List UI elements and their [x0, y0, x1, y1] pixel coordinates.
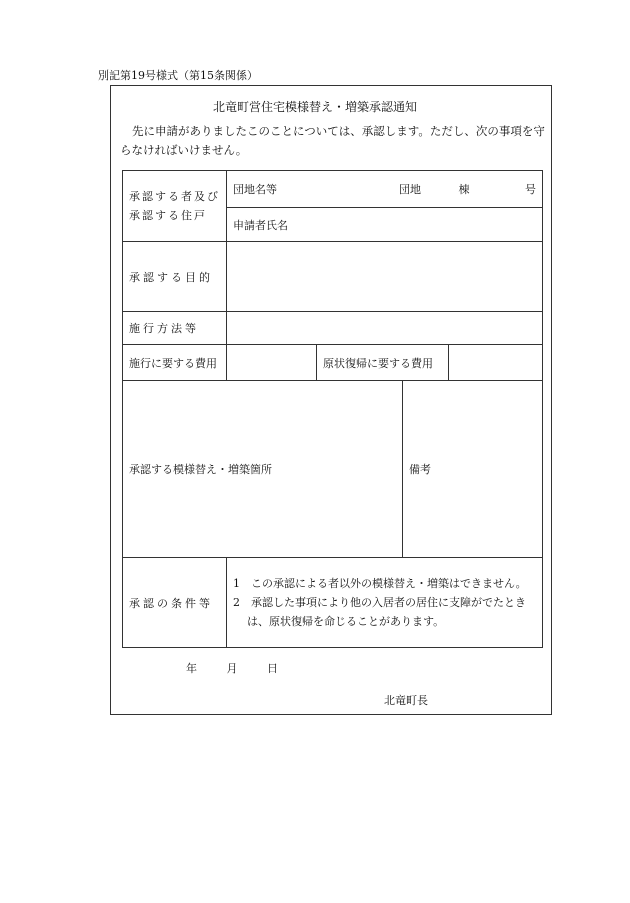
applicant-name-cell [227, 208, 543, 242]
condition-item-1: 1 この承認による者以外の模様替え・増築はできません。 [233, 577, 527, 590]
purpose-field [227, 242, 543, 312]
approved-person-label-line1: 承認する者及び [129, 190, 220, 203]
location-label: 承認する模様替え・増築箇所 [129, 463, 272, 476]
remarks-label: 備考 [409, 463, 431, 476]
method-label: 施行方法等 [123, 312, 227, 345]
date-line [186, 660, 304, 676]
method-field [227, 312, 543, 345]
approved-person-label-line2: 承認する住戸 [129, 209, 207, 222]
conditions-cell [227, 558, 543, 648]
form-number: 別記第19号様式（第15条関係） [98, 69, 258, 82]
remarks-cell [403, 381, 543, 558]
number-label: 号 [525, 183, 536, 196]
building-label: 棟 [458, 183, 470, 196]
location-cell [123, 381, 403, 558]
approved-person-label [123, 171, 227, 242]
applicant-name-label: 申請者氏名 [233, 218, 288, 232]
construction-cost-label: 施行に要する費用 [123, 345, 227, 381]
condition-item-2: 2 承認した事項により他の入居者の居住に支障がでたときは、原状復帰を命じることがあります。 [233, 596, 526, 628]
day-label: 日 [267, 662, 278, 675]
construction-cost-field [227, 345, 317, 381]
danchi-label: 団地 [399, 183, 421, 196]
intro-text: 先に申請がありましたこのことについては、承認します。ただし、次の事項を守らなければいけません。 [120, 124, 545, 157]
document-title: 北竜町営住宅模様替え・増築承認通知 [212, 100, 417, 114]
year-label: 年 [186, 662, 197, 675]
conditions-label: 承認の条件等 [123, 558, 227, 648]
issuer-name: 北竜町長 [384, 694, 428, 707]
approval-table [122, 170, 543, 648]
danchi-cell [227, 171, 543, 208]
purpose-label: 承認する目的 [123, 242, 227, 312]
danchi-name-label: 団地名等 [233, 183, 277, 196]
restoration-cost-label: 原状復帰に要する費用 [317, 345, 449, 381]
restoration-cost-field [449, 345, 543, 381]
month-label: 月 [226, 662, 238, 675]
